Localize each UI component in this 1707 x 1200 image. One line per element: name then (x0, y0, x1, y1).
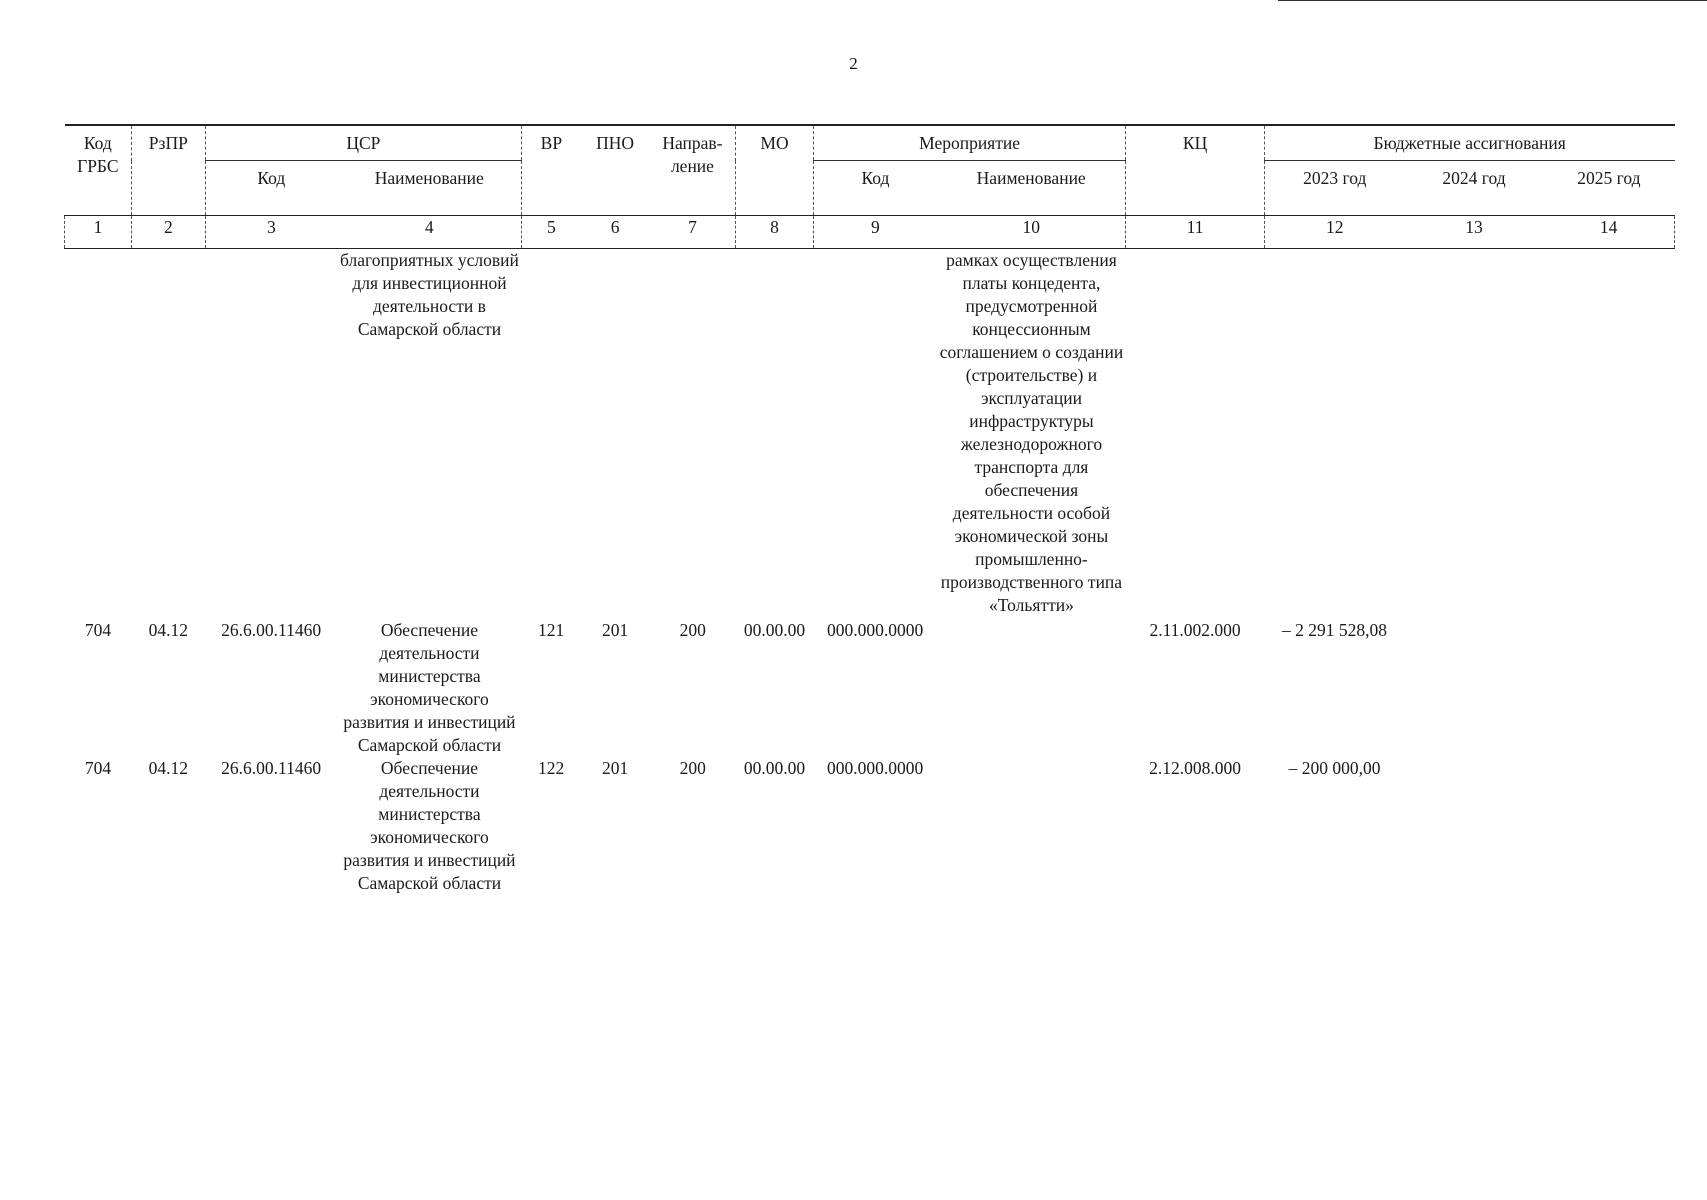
cell-mer-kod: 000.000.0000 (827, 620, 924, 640)
header-csr-name: Наименование (374, 168, 484, 188)
column-number: 2 (132, 216, 205, 249)
cell-csr-name: Обеспечение деятельности министерства экономического развития и инвестиций Самарской области (343, 758, 516, 893)
cell-grbs: 704 (84, 620, 112, 640)
header-pno: ПНО (580, 125, 649, 216)
cell-napr: 200 (679, 758, 706, 778)
cell-pno: 201 (601, 758, 629, 778)
column-number: 4 (337, 216, 522, 249)
cell-vr: 122 (537, 758, 565, 778)
cell-mo: 00.00.00 (743, 620, 806, 640)
header-kod-grbs: Код ГРБС (65, 125, 132, 216)
cell-kc: 2.12.008.000 (1149, 758, 1241, 778)
top-rule (1278, 0, 1707, 1)
column-number: 8 (736, 216, 814, 249)
column-number: 10 (937, 216, 1126, 249)
cell-csr-kod: 26.6.00.11460 (221, 758, 322, 778)
continuation-csr-name: благоприятных условий для инвестиционной деятельности в Самарской области (340, 250, 519, 339)
cell-csr-name: Обеспечение деятельности министерства экономического развития и инвестиций Самарской области (343, 620, 516, 755)
cell-kc: 2.11.002.000 (1149, 620, 1241, 640)
column-number-row (65, 216, 1675, 249)
header-meropriyatie: Мероприятие (813, 125, 1126, 161)
cell-mo: 00.00.00 (743, 758, 806, 778)
header-y2025: 2025 год (1577, 168, 1641, 188)
cell-y2023: – 200 000,00 (1288, 758, 1381, 778)
column-number: 11 (1126, 216, 1264, 249)
header-budget: Бюджетные ассигнования (1264, 125, 1674, 161)
header-rzpr: РзПР (132, 125, 205, 216)
column-number: 13 (1405, 216, 1543, 249)
cell-pno: 201 (601, 620, 629, 640)
header-kc: КЦ (1126, 125, 1264, 216)
column-number: 12 (1264, 216, 1405, 249)
cell-csr-kod: 26.6.00.11460 (221, 620, 322, 640)
cell-rzpr: 04.12 (148, 620, 188, 640)
column-number: 1 (65, 216, 132, 249)
cell-y2025 (1543, 617, 1674, 757)
cell-y2025 (1543, 757, 1674, 895)
column-number: 5 (522, 216, 581, 249)
budget-allocation-table (64, 124, 1675, 895)
cell-y2023: – 2 291 528,08 (1282, 620, 1388, 640)
cell-y2024 (1405, 757, 1543, 895)
header-mer-name: Наименование (976, 168, 1086, 188)
header-y2023: 2023 год (1264, 161, 1405, 216)
table-subheader-row (65, 161, 1675, 216)
cell-mer-name (937, 617, 1126, 757)
column-number: 6 (580, 216, 649, 249)
header-csr: ЦСР (205, 125, 522, 161)
cell-mer-name (937, 757, 1126, 895)
header-napravlenie: Направ-ление (650, 125, 736, 216)
cell-vr: 121 (537, 620, 565, 640)
header-mo: МО (736, 125, 814, 216)
cell-grbs: 704 (84, 758, 112, 778)
column-number: 9 (813, 216, 937, 249)
cell-napr: 200 (679, 620, 706, 640)
cell-rzpr: 04.12 (148, 758, 188, 778)
continuation-mer-name: рамках осуществления платы концедента, предусмотренной концессионным соглашением о создании (строительстве) и эксплуатации инфраструктуры железнодорожного транспорта для обеспечения деятельности особой экономической зоны промышленно-производственного типа «Тольятти» (939, 250, 1124, 615)
column-number: 14 (1543, 216, 1674, 249)
table-row (65, 617, 1675, 757)
page-number: 2 (849, 54, 858, 73)
header-vr: ВР (522, 125, 581, 216)
header-csr-kod: Код (205, 161, 337, 216)
table-header-row (65, 125, 1675, 161)
header-mer-kod: Код (813, 161, 937, 216)
column-number: 7 (650, 216, 736, 249)
column-number: 3 (205, 216, 337, 249)
continuation-row (65, 249, 1675, 618)
table-row (65, 757, 1675, 895)
header-y2024: 2024 год (1442, 168, 1506, 188)
cell-y2024 (1405, 617, 1543, 757)
cell-mer-kod: 000.000.0000 (827, 758, 924, 778)
